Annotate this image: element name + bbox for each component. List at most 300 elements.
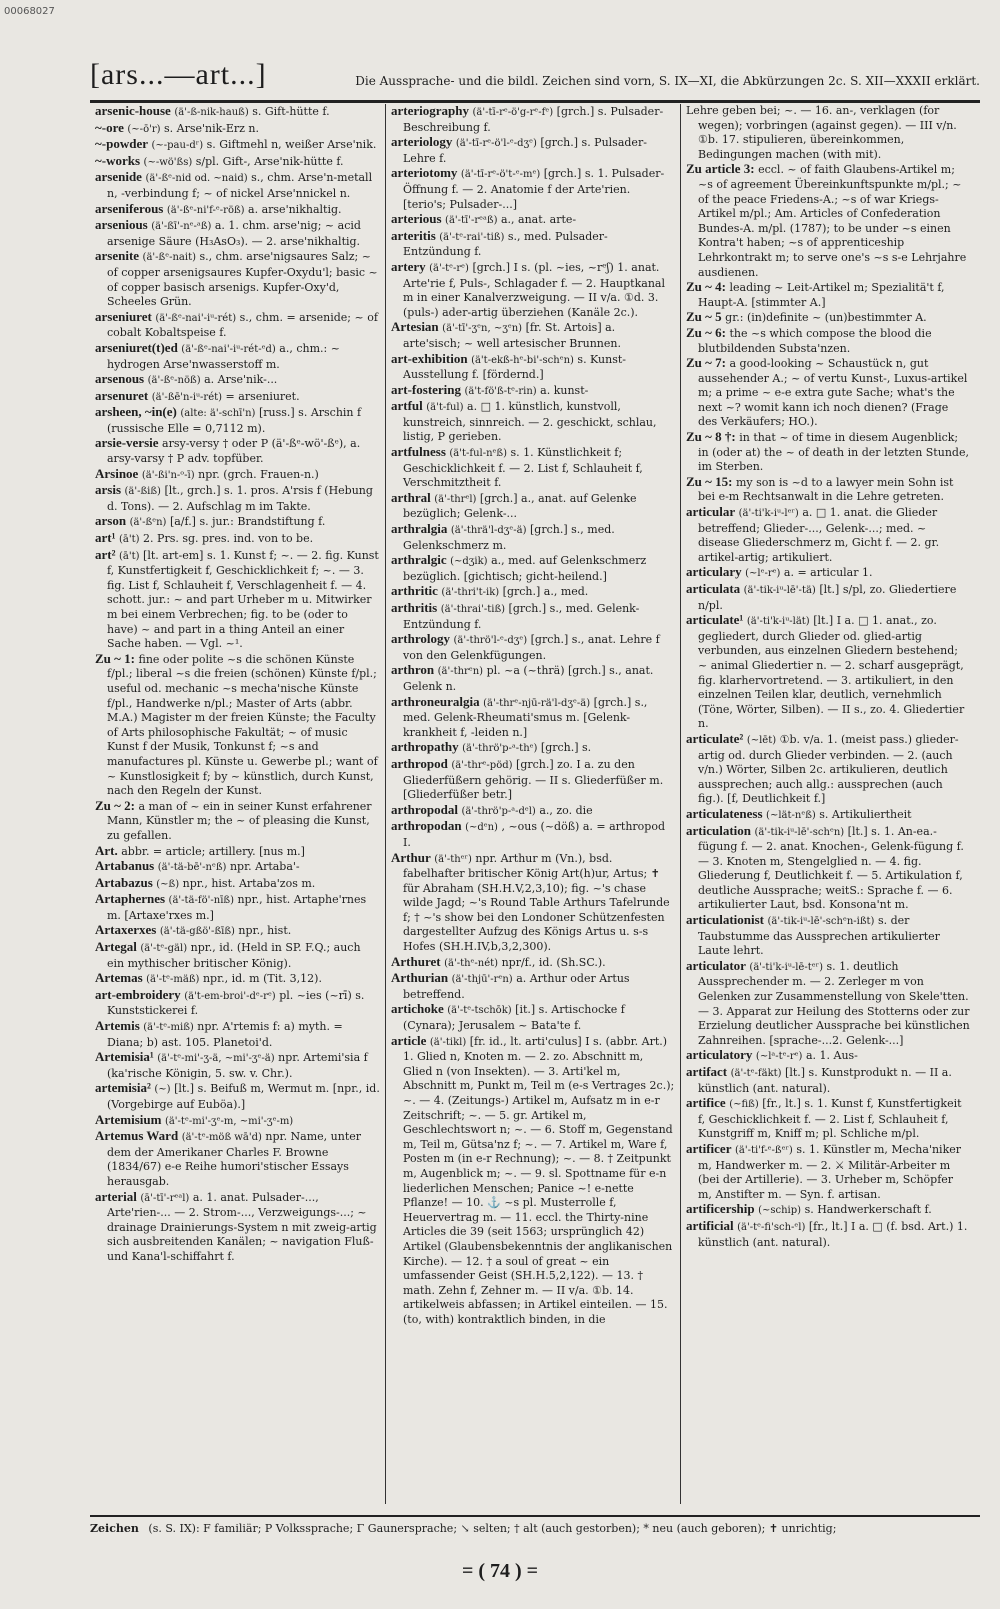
dictionary-entry	[391, 383, 675, 400]
dictionary-entry	[95, 1113, 380, 1130]
dictionary-entry	[95, 483, 380, 514]
dictionary-entry	[391, 819, 675, 850]
entry-headword: articulator	[686, 957, 746, 973]
dictionary-entry	[95, 548, 380, 652]
dictionary-entry	[686, 1096, 970, 1142]
entry-headword: arteriotomy	[391, 165, 458, 181]
footer-legend: (s. S. IX): F familiär; P Volkssprache; Γ Gaunersprache; ↘ selten; † alt (auch gestorben); * neu (auch geboren); ✝ unrichtig;	[148, 1522, 837, 1535]
entry-definition: [lt.] s. 1. An-ea.-fügung f. — 2. anat. Knochen-, Gelenk-fügung f. — 3. Knoten m, Stengelglied n. — 4. fig. Gliederung f, Deutlichkeit f. — 5. Artikulation f, deutliche Aussprache; weitS.: Sprache f. — 6. artikulierter Laut, bsd. Konsona'nt m.	[698, 824, 964, 912]
entry-definition: a. 1. Aus-	[805, 1049, 858, 1063]
entry-headword: Artaphernes	[95, 891, 166, 907]
dictionary-entry	[686, 475, 970, 505]
entry-headword: Artemas	[95, 970, 143, 986]
entry-pronunciation: (ä't-ful-nᵉß)	[449, 448, 508, 460]
entry-pronunciation: (ä'-ßiß)	[124, 486, 161, 498]
entry-definition: my son is ~d to a lawyer mein Sohn ist bei e-m Rechtsanwalt in die Lehre getreten.	[698, 475, 954, 504]
entry-definition: s. 1. Künstlichkeit f; Geschicklichkeit f. — 2. List f, Schlauheit f, Verschmitztheit f.	[403, 446, 643, 490]
dictionary-entry	[95, 436, 380, 466]
entry-pronunciation: (ä'-thrᵉ-pöd)	[451, 759, 513, 771]
dictionary-entry	[391, 584, 675, 601]
entry-definition: a. Arse'nik-...	[204, 373, 278, 387]
entry-headword: arson	[95, 513, 127, 529]
dictionary-entry	[95, 923, 380, 940]
column-2	[385, 104, 680, 1504]
entry-headword: Zu ~ 5	[686, 309, 722, 325]
dictionary-entry	[95, 467, 380, 484]
page-number: = ( 74 ) =	[461, 1560, 539, 1582]
entry-definition: a., anat. arte-	[500, 213, 577, 227]
entry-headword: Zu ~ 4:	[686, 279, 726, 295]
dictionary-entry	[686, 280, 970, 310]
entry-headword: Zu ~ 2:	[95, 797, 135, 813]
dictionary-entry	[95, 170, 380, 201]
dictionary-entry	[686, 104, 970, 162]
dictionary-entry	[95, 1190, 380, 1265]
entry-definition: [a/f.] s. jur.: Brandstiftung f.	[169, 515, 326, 529]
entry-pronunciation: (ä'-tä-bē'-nᵉß)	[157, 862, 227, 874]
entry-pronunciation: (ä'-tᵉ-fäkt)	[730, 1068, 782, 1079]
dictionary-entry	[686, 1048, 970, 1065]
dictionary-entry	[686, 1142, 970, 1202]
entry-headword: Zu ~ 8 †:	[686, 429, 736, 445]
entry-pronunciation: (ä'-tᵉ-fi'sch-ᵉl)	[737, 1221, 806, 1233]
entry-definition: s., chm. Arse'n-metall n, -verbindung f; ~ of nickel Arse'nnickel n.	[107, 171, 373, 200]
entry-pronunciation: (~-wö'ßs)	[143, 156, 193, 168]
entry-definition: eccl. ~ of faith Glaubens-Artikel m; ~s of agreement Übereinkunftspunkte m/pl.; ~ of the peace Friedens-A.; ~s of war Kriegs-Artikel m/pl.; Am. Articles of Confederation Bundes-A. m/pl. (1787); to be under ~s einen Kontra't haben; ~s of apprenticeship Lehrkontrakt m; to serve one's ~s s-e Lehrjahre ausdienen.	[698, 163, 967, 279]
entry-pronunciation: (~lät-nᵉß)	[766, 809, 816, 821]
dictionary-entry	[391, 1002, 675, 1033]
entry-pronunciation: (ä'-thrai'-tiß)	[440, 604, 506, 615]
entry-definition: pl. ~ies (~rī) s. Kunststickerei f.	[107, 988, 365, 1018]
entry-pronunciation: (ä'-thᵉ-nét)	[444, 957, 499, 969]
entry-headword: articulation	[686, 822, 751, 838]
dictionary-entry	[686, 430, 970, 475]
page-footer	[90, 1515, 980, 1543]
dictionary-entry	[391, 212, 675, 229]
entry-pronunciation: (ä'-tᵉ-mäß)	[146, 974, 200, 986]
entry-definition: a. 1. anat. Pulsader-..., Arte'rien-... — 2. Strom-..., Verzweigungs-...; ~ drainage Drainierungs-System n mit zweig-artig sich ausbreitenden Kanälen; ~ navigation Fluß- und Kana'l-schiffahrt f.	[107, 1190, 377, 1263]
entry-definition: abbr. = article; artillery. [nus m.]	[121, 844, 305, 858]
entry-pronunciation: (~dᵉn)	[465, 822, 498, 834]
entry-definition: a. kunst-	[540, 383, 589, 397]
entry-definition: 2. Prs. sg. pres. ind. von to be.	[143, 532, 314, 546]
entry-headword: arthralgia	[391, 521, 448, 537]
entry-pronunciation: (ä't-em-broi'-dᵉ-rᵉ)	[184, 990, 276, 1002]
footer-label: Zeichen	[90, 1522, 139, 1535]
dictionary-entry	[686, 732, 970, 807]
dictionary-entry	[95, 940, 380, 971]
dictionary-entry	[95, 514, 380, 531]
entry-definition: [grch.] s.	[540, 741, 592, 755]
dictionary-entry	[391, 740, 675, 757]
entry-headword: Arthuret	[391, 953, 441, 969]
dictionary-entry	[686, 310, 970, 326]
entry-pronunciation: (ä'-thrö'p-ᵃ-thᵉ)	[462, 743, 538, 755]
entry-definition: [fr., lt.] I a. □ (f. bsd. Art.) 1. künstlich (ant. natural).	[698, 1219, 968, 1249]
dictionary-entry	[391, 399, 675, 445]
entry-definition: [grch.] s. 1. Pulsader-Öffnung f. — 2. Anatomie f der Arte'rien. [terio's; Pulsader-...]	[403, 167, 665, 211]
entry-headword: articulatory	[686, 1047, 753, 1063]
entry-definition: [it.] s. Artischocke f (Cynara); Jerusalem ~ Bata'te f.	[403, 1003, 625, 1033]
dictionary-entry	[391, 757, 675, 803]
entry-pronunciation: (ä'-thrö'l-ᵉ-dʒᵉ)	[453, 635, 528, 647]
dictionary-entry	[95, 652, 380, 799]
entry-definition: s/pl. Gift-, Arse'nik-hütte f.	[195, 154, 344, 168]
entry-definition: gr.: (in)definite ~ (un)bestimmter A.	[725, 311, 927, 325]
dictionary-entry	[95, 341, 380, 372]
entry-headword: arseniuret	[95, 308, 152, 324]
entry-definition: a. □ 1. anat. die Glieder betreffend; Glieder-..., Gelenk-...; med. ~ disease Gliederschmerz m, Gicht f. — 2. gr. artikel-artig; artikuliert.	[698, 506, 940, 564]
dictionary-entry	[391, 166, 675, 212]
entry-definition: [grch.] s. Pulsader-Beschreibung f.	[403, 105, 664, 134]
entry-headword: arthroneuralgia	[391, 693, 480, 709]
entry-definition: s., chm. arse'nigsaures Salz; ~ of copper arsenigsaures Kupfer-Oxydu'l; basic ~ of copper basisch arsenigs. Kupfer-Oxy'd, Scheeles Grün.	[107, 250, 378, 309]
entry-headword: arterious	[391, 211, 442, 227]
entry-headword: art¹	[95, 530, 116, 546]
entry-definition: [fr. id., lt. arti'culus] I s. (abbr. Art.) 1. Glied n, Knoten m. — 2. zo. Abschnitt m, Glied n (von Insekten). — 3. Arti'kel m, Abschnitt m, Punkt m, Teil m (e-s Vertrages 2c.); ~. — 4. (Zeitungs-) Artikel m, Aufsatz m in e-r Zeitschrift; ~. — 5. gr. Artikel m, Geschlechtswort n; ~. — 6. Stoff m, Gegenstand m, Teil m, Gütsa'nz f; ~. — 7. Artikel m, Ware f, Posten m (in e-r Rechnung); ~. — 8. † Zeitpunkt m, Augenblick m; ~. — 9. sl. Spottname für e-n liederlichen Menschen; Panice ~! e-nette Pflanze! — 10. ⚓ ~s pl. Musterrolle f, Heuervertrag m. — 11. eccl. the Thirty-nine Articles die 39 (seit 1563; ursprünglich 42) Artikel (Glaubensbekenntnis der anglikanischen Kirche). — 12. † a soul of great ~ ein umfassender Geist (SH.H.5,2,122). — 13. † math. Zehn f, Zehner m. — II v/a. ①b. 14. artikelweis abfassen; in Artikel einteilen. — 15. (to, with) kontraktlich binden, in die	[403, 1034, 675, 1326]
entry-headword: arseniuret(t)ed	[95, 339, 178, 355]
entry-headword: ~-works	[95, 152, 141, 168]
entry-headword: arthral	[391, 489, 431, 505]
entry-headword: artifice	[686, 1095, 726, 1111]
entry-headword: artichoke	[391, 1001, 444, 1017]
entry-definition: [grch.] s., med. Gelenkschmerz m.	[403, 523, 615, 552]
entry-definition: in that ~ of time in diesem Augenblick; in (oder at) the ~ of death in der letzten Stunde, im Sterben.	[698, 431, 969, 474]
entry-definition: a man of ~ ein in seiner Kunst erfahrener Mann, Künstler m; the ~ of pleasing die Kunst, zu gefallen.	[107, 799, 372, 842]
entry-definition: [grch.] zo. I a. zu den Gliederfüßern gehörig. — II s. Gliederfüßer m. [Gliederfüßer betr.]	[403, 757, 664, 802]
entry-headword: arthrology	[391, 631, 450, 647]
entry-headword: artifact	[686, 1064, 728, 1079]
entry-headword: Artemus Ward	[95, 1128, 179, 1144]
entry-headword: Zu ~ 6:	[686, 324, 726, 340]
entry-definition: a., med. auf Gelenkschmerz bezüglich. [gichtisch; gicht-heilend.]	[403, 554, 647, 583]
entry-definition: leading ~ Leit-Artikel m; Spezialitä't f, Haupt-A. [stimmter A.]	[698, 281, 945, 309]
entry-pronunciation: (ä'-ßē'n-iᵘ-rét)	[151, 391, 223, 403]
dictionary-entry	[95, 971, 380, 988]
entry-definition: [grch.] I s. (pl. ~ies, ~rᵉʃ) 1. anat. Arte'rie f, Puls-, Schlagader f. — 2. Hauptkanal m in einer Kanalverzweigung. — II v/a. ①d. 3. (puls-) ader-artig überziehen (Kanäle 2c.).	[403, 260, 665, 319]
entry-headword: arsie-versie	[95, 435, 159, 451]
entry-headword: ~-ore	[95, 119, 124, 135]
entry-definition: s. Gift-hütte f.	[252, 105, 330, 118]
dictionary-entry	[686, 1065, 970, 1096]
entry-definition: npr., hist. Artaba'zos m.	[182, 876, 316, 890]
entry-pronunciation: (ā'-tī'-rᵉᵃl)	[140, 1192, 190, 1204]
entry-pronunciation: (ä'-thrᵉl)	[434, 493, 477, 505]
entry-definition: Lehre geben bei; ~. — 16. an-, verklagen (for wegen); vorbringen (against gegen). — III v/n. ①b. 17. stipulieren, übereinkommen, Bedingungen machen (with mit).	[686, 104, 957, 161]
entry-headword: arsheen, ~in(e)	[95, 404, 177, 420]
entry-pronunciation: (~schip)	[758, 1205, 802, 1217]
entry-definition: s. 1. deutlich Aussprechender m. — 2. Zerleger m von Gelenken zur Zusammenstellung von Skele'tten. — 3. Apparat zur Heilung des Stotterns oder zur Erzielung deutlicher Aussprache bei künstlichen Zahnreihen. [sprache-...2. Gelenk-...]	[698, 959, 970, 1047]
entry-pronunciation: (ā't)	[119, 534, 140, 546]
dictionary-entry	[95, 876, 380, 893]
dictionary-entry	[391, 229, 675, 260]
entry-definition: npr., id. (Held in SP. F.Q.; auch ein mythischer britischer König).	[107, 941, 361, 970]
entry-definition: [lt.] s. Beifuß m, Wermut m. [npr., id. (Vorgebirge auf Euböa).]	[107, 1082, 380, 1111]
entry-pronunciation: (ä'-tᵉ-rai'-tiß)	[439, 231, 505, 243]
dictionary-entry	[95, 988, 380, 1019]
dictionary-entry	[686, 565, 970, 582]
dictionary-entry	[391, 632, 675, 663]
entry-headword: ~-powder	[95, 136, 148, 152]
dictionary-entry	[686, 356, 970, 430]
entry-pronunciation: (ä'-ßī'-nᵉ-ᵃß)	[151, 221, 212, 233]
entry-headword: Art.	[95, 842, 118, 858]
entry-headword: arsenious	[95, 217, 148, 233]
entry-headword: arthropathy	[391, 739, 459, 755]
entry-definition: [grch.] s. Pulsader-Lehre f.	[403, 136, 647, 165]
entry-pronunciation: (ä'-tᵉ-tschōk)	[447, 1005, 512, 1017]
entry-pronunciation: (~)	[154, 1084, 171, 1096]
entry-pronunciation: (ä'-tᵉ-miß)	[143, 1022, 194, 1034]
entry-definition: a. arse'nikhaltig.	[248, 202, 342, 216]
entry-headword: Artemisium	[95, 1111, 162, 1127]
entry-pronunciation: (ä'-thᵉʳ)	[434, 853, 472, 865]
dictionary-entry	[95, 1050, 380, 1081]
entry-definition: [fr., lt.] s. 1. Kunst f, Kunstfertigkeit f, Geschicklichkeit f. — 2. List f, Schlauheit f, Kunstgriff m, Kniff m; pl. Schliche m/pl.	[698, 1097, 962, 1141]
entry-headword: artful	[391, 398, 423, 414]
dictionary-entry	[391, 1034, 675, 1328]
entry-pronunciation: (ä'-thrᵉn)	[437, 666, 484, 678]
entry-headword: Artemisia¹	[95, 1049, 154, 1065]
entry-headword: arsenide	[95, 169, 142, 185]
entry-headword: Zu ~ 15:	[686, 473, 733, 489]
entry-headword: arthropod	[391, 755, 448, 771]
entry-definition: s. Handwerkerschaft f.	[804, 1203, 932, 1217]
entry-definition: s., med. Pulsader-Entzündung f.	[403, 229, 608, 259]
dictionary-entry	[95, 137, 380, 154]
entry-pronunciation: (~-pau-dʳ)	[151, 140, 204, 152]
entry-pronunciation: (ä'-tᵉ-rᵉ)	[429, 262, 469, 274]
scan-id: 00068027	[4, 6, 55, 17]
entry-definition: [lt.] I a. □ 1. anat., zo. gegliedert, durch Glieder od. glied-artig verbunden, aus einzelnen Gliedern bestehend; ~ animal Gliedertier n. — 2. scharf ausgeprägt, fig. klarhervortretend. — 3. artikuliert, in den einzelnen Teilen klar, deutlich, vernehmlich (Töne, Wörter, Silben). — II s., zo. 4. Gliedertier n.	[698, 614, 965, 731]
entry-headword: arsis	[95, 482, 121, 498]
dictionary-entry	[95, 249, 380, 309]
entry-pronunciation: (ä'-ßᵉ-nöß)	[147, 375, 201, 387]
entry-pronunciation: (ä't-ful)	[426, 402, 464, 414]
entry-pronunciation: (ä'-ßᵉn)	[129, 517, 167, 529]
entry-pronunciation: (~lᵃ-tᵉ-rᵉ)	[755, 1051, 803, 1063]
entry-pronunciation: (ä'-tä-fö'-nīß)	[168, 895, 234, 907]
entry-pronunciation: (ä'-ti'k-iᵘ-lät)	[746, 616, 810, 628]
dictionary-entry	[391, 601, 675, 632]
entry-definition: s. der Taubstumme das Aussprechen artikulierter Laute lehrt.	[698, 914, 940, 958]
entry-definition: [russ.] s. Arschin f (russische Elle = 0,7112 m).	[107, 406, 362, 435]
entry-pronunciation: (ä'-tī-rᵉ-ö'l-ᵉ-dʒᵉ)	[455, 138, 537, 150]
entry-definition: s. 1. Künstler m, Mecha'niker m, Handwerker m. — 2. ⚔ Militär-Arbeiter m (bei der Artillerie). — 3. Urheber m, Schöpfer m, Anstifter m. — Syn. f. artisan.	[698, 1142, 962, 1201]
entry-pronunciation: (ä'-ßᵉ-nai'-iᵘ-rét-ᵉd)	[181, 343, 276, 355]
entry-pronunciation: (~dʒik)	[450, 556, 488, 568]
dictionary-entry	[95, 372, 380, 389]
entry-definition: a. Arthur oder Artus betreffend.	[403, 972, 630, 1001]
dictionary-entry	[95, 531, 380, 548]
dictionary-entry	[95, 218, 380, 249]
dictionary-entry	[95, 154, 380, 171]
entry-headword: artemisia²	[95, 1080, 151, 1096]
entry-pronunciation: (ä'-thjū'-rᵉn)	[451, 974, 513, 986]
entry-headword: Artabanus	[95, 858, 155, 874]
entry-headword: art-exhibition	[391, 350, 468, 366]
entry-definition: [lt. art-em] s. 1. Kunst f; ~. — 2. fig. Kunst f, Kunstfertigkeit f, Geschicklichkeit f; ~. — 3. fig. List f, Schlauheit f, Verschlagenheit f. — 4. schott. jur.: ~ and part Urheber m u. Mitwirker m bei einem Verbrechen; fig. to be (oder to have) ~ and part in a thing Anteil an einer Sache haben. — Vgl. ~¹.	[107, 548, 379, 651]
entry-definition: ①b. v/a. 1. (meist pass.) glieder-artig od. durch Glieder verbinden. — 2. (auch v/n.) Wörter, Silben 2c. artikulieren, deutlich aussprechen; auch allg.: aussprechen (auch fig.). [f, Deutlichkeit f.]	[698, 732, 959, 806]
dictionary-entry	[95, 405, 380, 436]
entry-headword: arsenic-house	[95, 104, 171, 118]
entry-pronunciation: (ä'-thrᵉ-njū-rä'l-dʒᵉ-ä)	[483, 697, 591, 709]
dictionary-entry	[391, 851, 675, 955]
entry-pronunciation: (ä't-ekß-hᵉ-bi'-schᵉn)	[471, 354, 574, 366]
entry-headword: art²	[95, 546, 116, 562]
entry-definition: npr., hist.	[238, 924, 292, 938]
entry-pronunciation: (ä'-ßi'n-ᵒ-ī)	[141, 469, 195, 481]
entry-definition: npr., hist. Artaphe'rnes m. [Artaxe'rxes m.]	[107, 893, 367, 922]
dictionary-entry	[686, 1219, 970, 1250]
dictionary-entry	[391, 491, 675, 522]
entry-definition: [grch.] s., med. Gelenk-Entzündung f.	[403, 602, 640, 631]
entry-headword: Artesian	[391, 319, 439, 335]
dictionary-entry	[391, 522, 675, 553]
entry-definition: npr/f., id. (Sh.SC.).	[501, 955, 606, 969]
dictionary-entry	[686, 824, 970, 914]
dictionary-entry	[391, 352, 675, 383]
dictionary-entry	[391, 553, 675, 584]
entry-definition: s. Arse'nik-Erz n.	[164, 121, 260, 135]
entry-headword: arseniferous	[95, 200, 164, 216]
entry-headword: arteriology	[391, 134, 453, 150]
entry-headword: artificial	[686, 1217, 734, 1233]
entry-headword: art-fostering	[391, 381, 462, 397]
dictionary-entry	[686, 582, 970, 613]
dictionary-entry	[686, 1202, 970, 1219]
entry-pronunciation: (ä'-ß-nik-hauß)	[174, 107, 249, 118]
entry-pronunciation: (ä'-thrö'p-ᵃ-dᵉl)	[461, 805, 536, 817]
entry-headword: arsenuret	[95, 387, 149, 403]
entry-headword: articulata	[686, 581, 741, 596]
entry-pronunciation: (ä'-tī'-ʒᵉn, ~ʒᵉn)	[442, 323, 523, 335]
entry-headword: artery	[391, 258, 426, 274]
entry-pronunciation: (ä'-ti'f-ᵉ-ßᵉʳ)	[734, 1144, 793, 1156]
entry-pronunciation: (~lᵉ-rᵉ)	[745, 568, 781, 580]
dictionary-entry	[95, 859, 380, 876]
entry-headword: articulary	[686, 564, 742, 580]
entry-headword: Artegal	[95, 939, 137, 955]
entry-definition: npr. Artaba'-	[229, 860, 300, 874]
dictionary-entry	[391, 260, 675, 320]
entry-pronunciation: (ā't)	[119, 550, 140, 562]
entry-pronunciation: (~ß)	[156, 878, 180, 890]
entry-definition: [grch.] s., anat. Lehre f von den Gelenkfügungen.	[403, 633, 660, 662]
entry-definition: npr. Artemi'sia f (ka'rische Königin, 5. sw. v. Chr.).	[107, 1051, 368, 1080]
entry-pronunciation: (ä'-tᵉ-gäl)	[140, 943, 188, 955]
entry-headword: arteriography	[391, 104, 469, 118]
dictionary-entry	[391, 135, 675, 166]
entry-pronunciation: (ä'-tᵉ-mi'-ʒᵉ-m, ~mi'-ʒᵉ-m)	[164, 1115, 294, 1127]
entry-headword: Arthurian	[391, 970, 449, 986]
entry-definition: [lt.] s. Kunstprodukt n. — II a. künstlich (ant. natural).	[698, 1066, 952, 1095]
dictionary-entry	[95, 844, 380, 860]
dictionary-entry	[95, 310, 380, 341]
entry-pronunciation: (ä'-thri't-ik)	[441, 587, 500, 599]
entry-headword: arthropodan	[391, 818, 462, 834]
dictionary-entry	[686, 326, 970, 356]
entry-headword: articulate¹	[686, 612, 744, 628]
entry-definition: arsy-versy † oder P (ä'-ßᵉ-wö'-ßᵉ), a. arsy-varsy † P adv. topfüber.	[107, 437, 361, 466]
dictionary-entry	[95, 121, 380, 138]
entry-definition: npr. (grch. Frauen-n.)	[198, 467, 319, 481]
entry-definition: [grch.] a., anat. auf Gelenke bezüglich; Gelenk-...	[403, 491, 637, 521]
dictionary-entry	[95, 202, 380, 219]
entry-pronunciation: (ä'-tī'-rᵉᵃß)	[445, 215, 498, 227]
header-note: Die Aussprache- und die bildl. Zeichen sind vorn, S. IX—XI, die Abkürzungen 2c. S. XII—XXXII erklärt.	[355, 74, 980, 88]
dictionary-entry	[95, 389, 380, 406]
entry-pronunciation: (ä'-ti'k-iᵘ-lᵉʳ)	[738, 508, 799, 520]
entry-definition: a. = articular 1.	[783, 566, 873, 580]
entry-headword: arthritic	[391, 583, 438, 599]
entry-definition: [grch.] a., med.	[502, 585, 589, 599]
entry-pronunciation: (ä'-tik-iᵘ-lē'-tä)	[743, 585, 816, 596]
entry-headword: Zu ~ 7:	[686, 355, 726, 371]
entry-headword: arthropodal	[391, 801, 458, 817]
entry-headword: Arsinoe	[95, 465, 139, 481]
entry-headword: Arthur	[391, 849, 431, 865]
entry-headword: Zu ~ 1:	[95, 650, 135, 666]
entry-definition: s., chm. = arsenide; ~ of cobalt Kobaltspeise f.	[107, 310, 378, 340]
entry-definition: [fr. St. Artois] a. arte'sisch; ~ well artesischer Brunnen.	[403, 321, 621, 350]
entry-headword: Zu article 3:	[686, 161, 755, 177]
entry-definition: the ~s which compose the blood die blutbildenden Substa'nzen.	[698, 326, 932, 355]
dictionary-entry	[391, 320, 675, 351]
entry-definition: [grch.] s., med. Gelenk-Rheumati'smus m. [Gelenk-krankheit f, -leiden n.]	[403, 695, 648, 739]
dictionary-entry	[391, 104, 675, 135]
entry-headword: artificership	[686, 1201, 755, 1217]
entry-definition: pl. ~a (~thrä) [grch.] s., anat. Gelenk n.	[403, 664, 654, 693]
entry-pronunciation: (ä'-tī-rᵉ-ö'g-rᵉ-fᵉ)	[472, 107, 554, 118]
entry-pronunciation: (ä'-tī-rᵉ-ö't-ᵉ-mᵉ)	[460, 169, 541, 181]
entry-definition: fine oder polite ~s die schönen Künste f/pl.; liberal ~s die freien (schönen) Künste f/pl.; useful od. mechanic ~s mecha'nische Künste f/pl., Handwerke n/pl.; Master of Arts (abbr. M.A.) Magister m der freien Künste; the Faculty of Arts philosophische Fakultät; ~ of music Kunst f der Musik, Tonkunst f; ~s and manufactures pl. Künste u. Gewerbe pl.; want of ~ Kunstlosigkeit f; by ~ künstlich, durch Kunst, nach den Regeln der Kunst.	[107, 652, 378, 798]
entry-pronunciation: (ä'-tik-iᵘ-lē'-schᵉn)	[754, 826, 845, 838]
entry-headword: arteritis	[391, 227, 436, 243]
dictionary-entry	[391, 663, 675, 694]
entry-pronunciation: (ä'-ßᵉ-nai'-iᵘ-rét)	[155, 312, 237, 324]
entry-pronunciation: (ä'-ti'k-iᵘ-lē-tᵉʳ)	[749, 961, 823, 973]
entry-headword: arsenite	[95, 248, 140, 264]
entry-pronunciation: (ä'-tä-gßö'-ßīß)	[159, 926, 235, 938]
dictionary-entry	[95, 104, 380, 121]
entry-definition: a. □ 1. künstlich, kunstvoll, kunstreich, sinnreich. — 2. geschickt, schlau, listig, P gerieben.	[403, 400, 657, 444]
dictionary-entry	[95, 1019, 380, 1050]
entry-pronunciation: (ä'-tikl)	[429, 1036, 467, 1048]
entry-headword: arthralgic	[391, 552, 447, 568]
entry-pronunciation: (ä'-ßᵉ-nait)	[142, 252, 196, 264]
entry-headword: art-embroidery	[95, 986, 181, 1002]
dictionary-entry	[686, 613, 970, 732]
entry-headword: Artaxerxes	[95, 922, 157, 938]
entry-headword: artificer	[686, 1140, 732, 1156]
entry-headword: artfulness	[391, 444, 446, 460]
dictionary-entry	[686, 807, 970, 824]
entry-pronunciation: (~-ō'r)	[127, 123, 161, 135]
entry-pronunciation: (alte: ä'-schī'n)	[180, 408, 256, 420]
entry-pronunciation: (ä'-tᵉ-mi'-ʒ-ä, ~mi'-ʒᵉ-ä)	[157, 1053, 275, 1065]
page-header	[90, 58, 980, 103]
dictionary-entry	[95, 892, 380, 923]
entry-pronunciation: (ä'-ßᵉ-nid od. ~naid)	[145, 173, 248, 185]
entry-headword: article	[391, 1032, 427, 1048]
entry-pronunciation: (ä'-tᵉ-möß wā'd)	[181, 1132, 262, 1144]
entry-definition: a good-looking ~ Schaustück n, gut aussehender A.; ~ of vertu Kunst-, Luxus-artikel m; a prime ~ e-e extra gute Sache; what's the next ~? womit kann ich noch dienen? (Frage des Verkäufers; HO.).	[698, 357, 968, 429]
entry-definition: a. 1. chm. arse'nig; ~ acid arsenige Säure (H₃AsO₃). — 2. arse'nikhaltig.	[107, 219, 361, 248]
entry-definition: s. Giftmehl n, weißer Arse'nik.	[206, 138, 377, 152]
entry-definition: , ~ous (~döß) a. = arthropod I.	[403, 820, 666, 849]
entry-definition: npr. Arthur m (Vn.), bsd. fabelhafter britischer König Art(h)ur, Artus; ✝ für Abraham (SH.H.V,2,3,10); fig. ~'s chase wilde Jagd; ~'s Round Table Arthurs Tafelrunde f; † ~'s show bei den Londoner Schützenfesten dargestellter Aufzug des Königs Artus u. s-s Hofes (SH.H.IV,b,3,2,300).	[403, 851, 670, 954]
